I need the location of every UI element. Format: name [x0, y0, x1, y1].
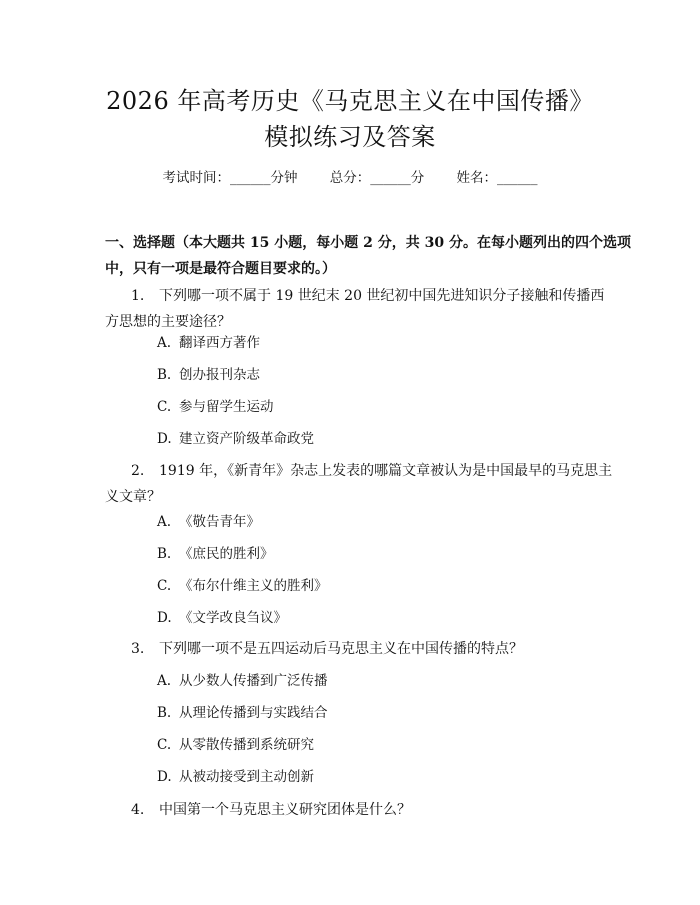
option-2a — [157, 512, 260, 532]
option-text: 《敬告青年》 — [179, 514, 260, 530]
option-text: 从少数人传播到广泛传播 — [179, 673, 328, 689]
option-letter: C. — [157, 737, 172, 753]
exam-info — [0, 168, 700, 188]
option-3b — [157, 703, 328, 723]
option-2c — [157, 576, 328, 596]
option-3d — [157, 767, 314, 787]
option-text: 《文学改良刍议》 — [179, 610, 287, 626]
option-text: 《布尔什维主义的胜利》 — [179, 578, 328, 594]
option-text: 翻译西方著作 — [179, 335, 260, 351]
option-text: 从被动接受到主动创新 — [179, 769, 314, 785]
question-text: 下列哪一项不是五四运动后马克思主义在中国传播的特点？ — [159, 641, 523, 657]
option-letter: C. — [157, 578, 172, 594]
option-2d — [157, 608, 287, 628]
question-3 — [105, 636, 613, 662]
student-name-field: 姓名：______ — [456, 170, 538, 186]
option-letter: A. — [157, 335, 172, 351]
page-title-line-1: 2026 年高考历史《马克思主义在中国传播》 — [106, 87, 594, 115]
option-1c — [157, 397, 274, 417]
question-text: 下列哪一项不属于 19 世纪末 20 世纪初中国先进知识分子接触和传播西方思想的主要途径？ — [105, 288, 605, 330]
question-number: 4. — [131, 802, 145, 818]
option-letter: B. — [157, 367, 172, 383]
question-2 — [105, 458, 613, 510]
option-1a — [157, 333, 260, 353]
option-letter: B. — [157, 705, 172, 721]
section-heading: 一、选择题（本大题共 15 小题，每小题 2 分，共 30 分。在每小题列出的四个选项中，只有一项是最符合题目要求的。） — [105, 235, 631, 277]
option-letter: D. — [157, 610, 172, 626]
option-letter: B. — [157, 546, 172, 562]
option-text: 建立资产阶级革命政党 — [179, 431, 314, 447]
total-score-field: 总分：______分 — [329, 170, 425, 186]
option-text: 从理论传播到与实践结合 — [179, 705, 328, 721]
question-number: 1. — [131, 288, 145, 304]
page-title-line-2: 模拟练习及答案 — [264, 123, 436, 151]
question-text: 1919 年，《新青年》杂志上发表的哪篇文章被认为是中国最早的马克思主义文章？ — [105, 463, 613, 505]
option-2b — [157, 544, 274, 564]
option-letter: D. — [157, 769, 172, 785]
option-1d — [157, 429, 314, 449]
option-text: 创办报刊杂志 — [179, 367, 260, 383]
option-text: 《庶民的胜利》 — [179, 546, 274, 562]
option-text: 参与留学生运动 — [179, 399, 274, 415]
option-3a — [157, 671, 328, 691]
option-1b — [157, 365, 260, 385]
question-number: 3. — [131, 641, 145, 657]
option-text: 从零散传播到系统研究 — [179, 737, 314, 753]
question-4 — [105, 797, 613, 823]
option-letter: C. — [157, 399, 172, 415]
option-3c — [157, 735, 314, 755]
question-text: 中国第一个马克思主义研究团体是什么？ — [159, 802, 411, 818]
exam-time-field: 考试时间：______分钟 — [162, 170, 298, 186]
option-letter: A. — [157, 514, 172, 530]
option-letter: D. — [157, 431, 172, 447]
question-1 — [105, 283, 613, 335]
question-number: 2. — [131, 463, 145, 479]
option-letter: A. — [157, 673, 172, 689]
